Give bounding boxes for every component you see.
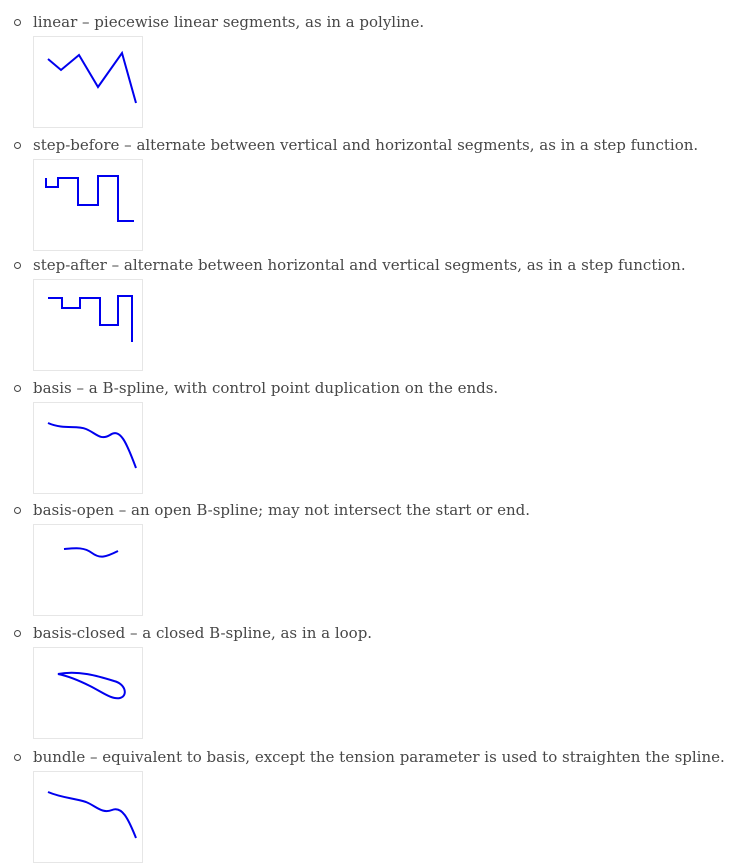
mode-description: equivalent to basis, except the tension parameter is used to straighten the spline. bbox=[102, 748, 725, 766]
mode-name: basis-closed bbox=[33, 624, 126, 642]
example-thumbnail-basis-open bbox=[33, 524, 143, 616]
list-item-text bbox=[33, 378, 498, 398]
mode-description: alternate between vertical and horizontal segments, as in a step function. bbox=[136, 136, 699, 154]
separator: – bbox=[77, 13, 95, 31]
step-before-curve-path bbox=[46, 176, 134, 221]
mode-description: a B-spline, with control point duplication on the ends. bbox=[88, 379, 499, 397]
hollow-bullet-icon bbox=[14, 507, 21, 514]
mode-description: an open B-spline; may not intersect the start or end. bbox=[131, 501, 531, 519]
linear-curve-example bbox=[34, 37, 142, 127]
basis-curve-example bbox=[34, 403, 142, 493]
example-thumbnail-linear bbox=[33, 36, 143, 128]
basis-curve-path bbox=[48, 423, 136, 468]
mode-name: linear bbox=[33, 13, 78, 31]
example-thumbnail-bundle bbox=[33, 771, 143, 863]
basis-closed-curve-example bbox=[34, 648, 142, 738]
basis-closed-curve-path bbox=[58, 673, 125, 699]
list-item-text bbox=[33, 255, 686, 275]
step-before-curve-example bbox=[34, 160, 142, 250]
hollow-bullet-icon bbox=[14, 630, 21, 637]
mode-description: a closed B-spline, as in a loop. bbox=[142, 624, 373, 642]
hollow-bullet-icon bbox=[14, 19, 21, 26]
hollow-bullet-icon bbox=[14, 754, 21, 761]
separator: – bbox=[119, 136, 137, 154]
example-thumbnail-basis-closed bbox=[33, 647, 143, 739]
mode-name: step-after bbox=[33, 256, 107, 274]
basis-open-curve-path bbox=[64, 548, 118, 556]
separator: – bbox=[85, 748, 103, 766]
mode-description: alternate between horizontal and vertical segments, as in a step function. bbox=[123, 256, 686, 274]
list-item-text bbox=[33, 747, 725, 767]
hollow-bullet-icon bbox=[14, 262, 21, 269]
separator: – bbox=[71, 379, 89, 397]
mode-description: piecewise linear segments, as in a polyline. bbox=[94, 13, 425, 31]
hollow-bullet-icon bbox=[14, 385, 21, 392]
separator: – bbox=[106, 256, 124, 274]
step-after-curve-example bbox=[34, 280, 142, 370]
mode-name: step-before bbox=[33, 136, 120, 154]
separator: – bbox=[113, 501, 132, 519]
mode-name: basis-open bbox=[33, 501, 114, 519]
example-thumbnail-step-before bbox=[33, 159, 143, 251]
list-item-text bbox=[33, 623, 372, 643]
bundle-curve-path bbox=[48, 792, 136, 838]
mode-name: bundle bbox=[33, 748, 86, 766]
mode-name: basis bbox=[33, 379, 72, 397]
hollow-bullet-icon bbox=[14, 142, 21, 149]
separator: – bbox=[125, 624, 143, 642]
basis-open-curve-example bbox=[34, 525, 142, 615]
list-item-text bbox=[33, 500, 530, 520]
list-item-text bbox=[33, 12, 424, 32]
example-thumbnail-basis bbox=[33, 402, 143, 494]
linear-curve-path bbox=[48, 53, 136, 103]
list-item-text bbox=[33, 135, 698, 155]
bundle-curve-example bbox=[34, 772, 142, 862]
step-after-curve-path bbox=[48, 296, 132, 342]
example-thumbnail-step-after bbox=[33, 279, 143, 371]
